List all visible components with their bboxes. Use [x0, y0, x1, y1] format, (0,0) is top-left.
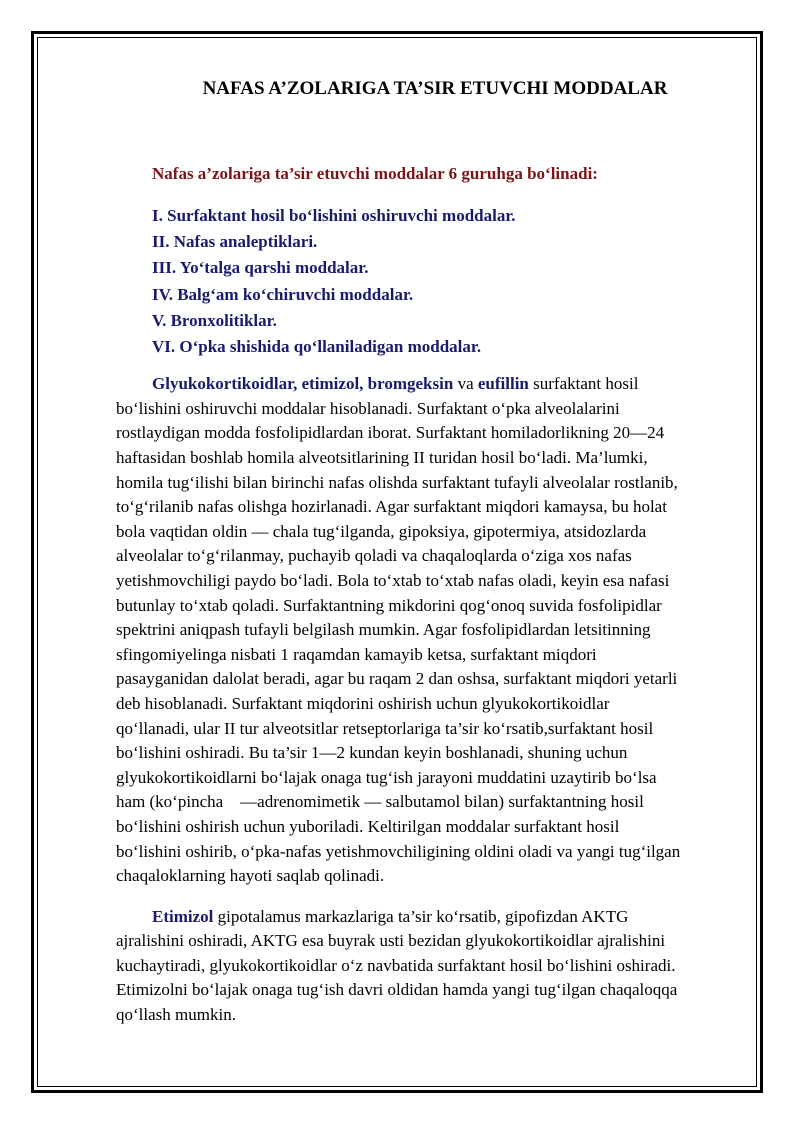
- text-line: yetishmovchiligi paydo bo‘ladi. Bola to‘xtab to‘xtab nafas oladi, keyin esa nafasi: [116, 570, 670, 590]
- text-line: ham (ko‘pincha —adrenomimetik — salbutamol bilan) surfaktantning hosil: [116, 792, 644, 812]
- group-item: IV. Balg‘am ko‘chiruvchi moddalar.: [152, 284, 414, 304]
- text-line: bo‘lishini oshiruvchi moddalar hisoblanadi. Surfaktant o‘pka alveolalarini: [116, 398, 620, 418]
- text-line: Etimizolni bo‘lajak onaga tug‘ish davri oldidan hamda yangi tug‘ilgan chaqaloqqa: [116, 980, 678, 1000]
- groups-intro: Nafas a’zolariga ta’sir etuvchi moddalar 6 guruhga bo‘linadi:: [152, 164, 598, 183]
- groups-list: [116, 203, 740, 360]
- text-line: bo‘lishini oshirish uchun yuboriladi. Keltirilgan moddalar surfaktant hosil: [116, 816, 620, 836]
- group-item: VI. O‘pka shishida qo‘llaniladigan moddalar.: [152, 337, 482, 357]
- text-line: qo‘llash mumkin.: [116, 1005, 236, 1025]
- document-title: NAFAS A’ZOLARIGA TA’SIR ETUVCHI MODDALAR: [202, 78, 668, 99]
- group-item: III. Yo‘talga qarshi moddalar.: [152, 258, 369, 278]
- paragraph-etimizol: [116, 905, 740, 1028]
- group-item: II. Nafas analeptiklari.: [152, 232, 318, 252]
- text-line: butunlay to‘xtab qoladi. Surfaktantning mikdorini qog‘onoq suvida fosfolipidlar: [116, 595, 662, 615]
- text-line: homila tug‘ilishi bilan birinchi nafas olishda surfaktant tufayli alveolalar rostlanib,: [116, 472, 678, 492]
- text-line: bo‘lishini oshiradi. Bu ta’sir 1—2 kundan keyin boshlanadi, shuning uchun: [116, 743, 628, 763]
- highlight-etimizol: Etimizol: [152, 906, 214, 926]
- text-line: to‘g‘rilanib nafas olishga hozirlanadi. Agar surfaktant miqdori kamaysa, bu holat: [116, 497, 667, 517]
- paragraph-surfactant: [116, 372, 740, 888]
- text-line: glyukokortikoidlarni bo‘lajak onaga tug‘ish jarayoni muddatini uzaytirib bo‘lsa: [116, 767, 657, 787]
- text-line: spektrini aniqpash tufayli belgilash mumkin. Agar fosfolipidlardan letsitinning: [116, 620, 651, 640]
- text-line: kuchaytiradi, glyukokortikoidlar o‘z navbatida surfaktant hosil bo‘lishini oshiradi.: [116, 955, 676, 975]
- text-line: bola vaqtidan oldin — chala tug‘ilganda, gipoksiya, gipotermiya, atsidozlarda: [116, 521, 647, 541]
- highlight-drugs: Glyukokortikoidlar, etimizol, bromgeksin: [152, 374, 454, 394]
- text-line: rostlaydigan modda fosfolipidlardan iborat. Surfaktant homiladorlikning 20—24: [116, 423, 665, 443]
- group-item: V. Bronxolitiklar.: [152, 310, 277, 330]
- text-line: alveolalar to‘g‘rilanmay, puchayib qoladi va chaqaloqlarda o‘ziga xos nafas: [116, 546, 632, 566]
- text-line: pasayganidan dalolat beradi, agar bu raqam 2 dan oshsa, surfaktant miqdori yetarli: [116, 669, 678, 689]
- inline-text: va: [453, 374, 478, 394]
- highlight-eufillin: eufillin: [477, 374, 529, 394]
- text-line: sfingomiyelinga nisbati 1 raqamdan kamayib ketsa, surfaktant miqdori: [116, 644, 597, 664]
- text-line: deb hisoblanadi. Surfaktant miqdorini oshirish uchun glyukokortikoidlar: [116, 693, 610, 713]
- text-line: gipotalamus markazlariga ta’sir ko‘rsatib, gipofizdan AKTG: [213, 906, 629, 926]
- text-line: chaqaloklarning hayoti saqlab qolinadi.: [116, 866, 385, 886]
- text-line: qo‘llanadi, ular II tur alveotsitlar retseptorlariga ta’sir ko‘rsatib,surfaktant hosil: [116, 718, 654, 738]
- text-line: bo‘lishini oshirib, o‘pka-nafas yetishmovchiligining oldini oladi va yangi tug‘ilgan: [116, 841, 681, 861]
- group-item: I. Surfaktant hosil bo‘lishini oshiruvchi moddalar.: [152, 206, 516, 225]
- text-line: ajralishini oshiradi, AKTG esa buyrak usti bezidan glyukokortikoidlar ajralishini: [116, 931, 666, 951]
- text-line: haftasidan boshlab homila alveotsitlarining II turidan hosil bo‘ladi. Ma’lumki,: [116, 448, 648, 467]
- document-body: [116, 76, 740, 1028]
- text-line: surfaktant hosil: [528, 374, 639, 394]
